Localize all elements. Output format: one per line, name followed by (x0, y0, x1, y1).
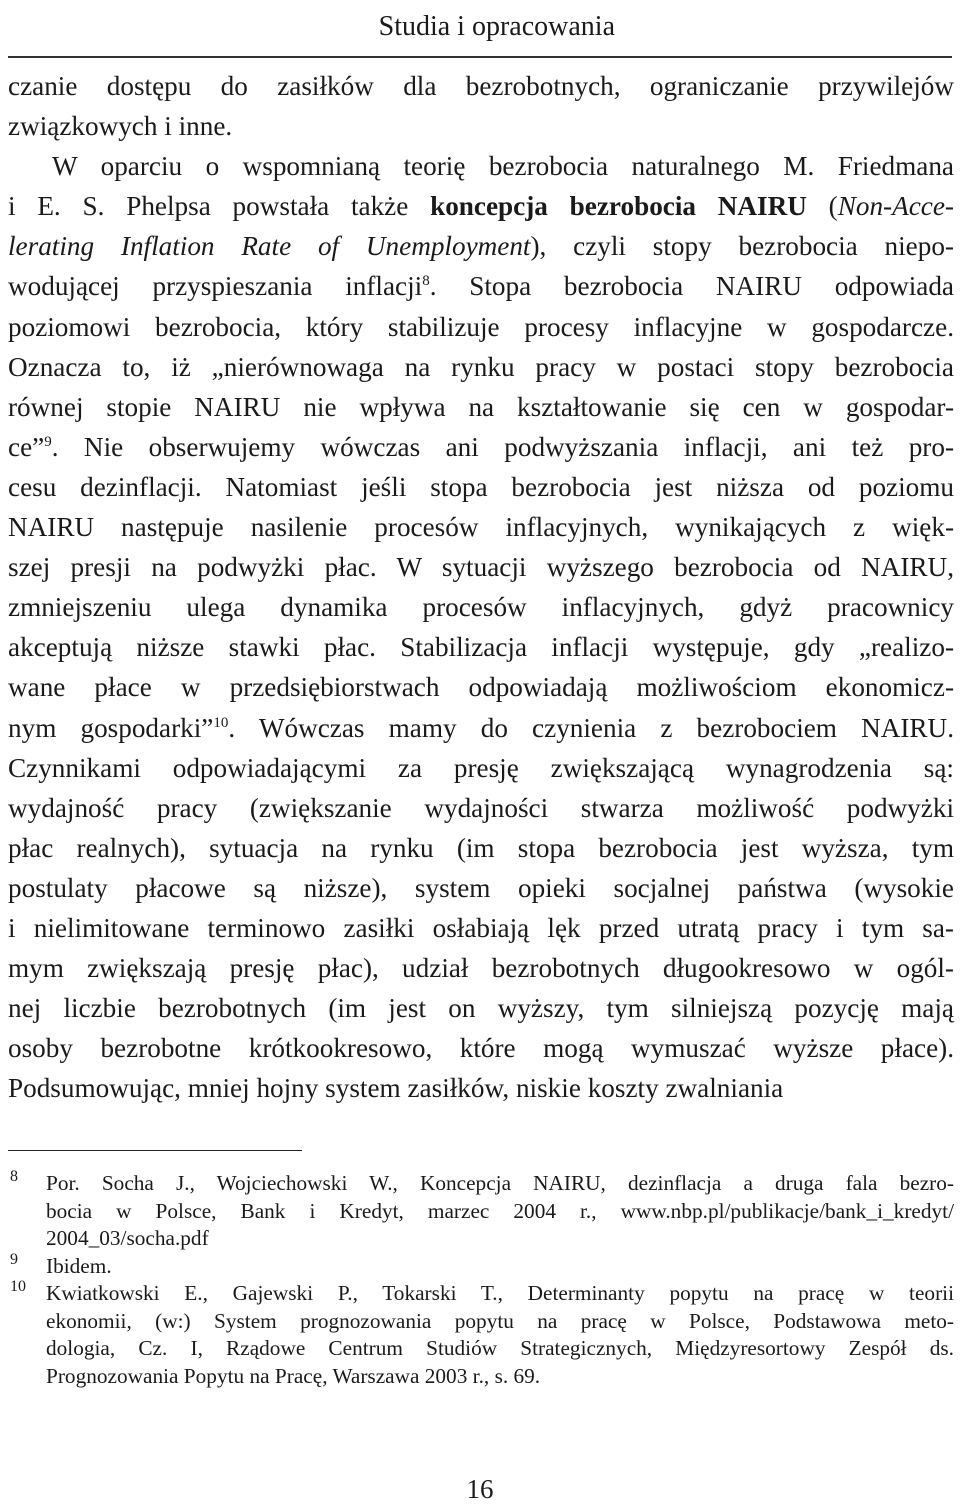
text-segment: koncepcja bezrobocia NAIRU (430, 191, 807, 222)
text-segment: ), czyli stopy bezrobocia niepo- (530, 231, 954, 262)
text-line (8, 547, 954, 587)
text-line (8, 507, 954, 547)
footnote-number: 9 (10, 1250, 18, 1268)
page-number: 16 (466, 1474, 494, 1504)
text-line (8, 307, 954, 347)
footnote-line: Ibidem. (46, 1253, 112, 1278)
text-line (8, 467, 954, 507)
text-line (8, 988, 954, 1028)
footnote-ref: 10 (213, 714, 229, 731)
running-head: Studia i opracowania (378, 11, 615, 42)
footnote (8, 1170, 954, 1253)
text-line (8, 1068, 954, 1108)
text-segment: postulaty płacowe są niższe), system opieki socjalnej państwa (wysokie (8, 872, 954, 903)
text-line (8, 1028, 954, 1068)
text-segment: mym zwiększają presję płac), udział bezrobotnych długookresowo w ogól- (8, 953, 954, 984)
header-rule (8, 56, 952, 58)
text-segment: i nielimitowane terminowo zasiłki osłabiają lęk przed utratą pracy i tym sa- (8, 912, 954, 943)
body-text (8, 66, 954, 1108)
footnote-number: 8 (10, 1168, 18, 1185)
footnote-number: 10 (10, 1278, 26, 1295)
footnote-line: bocia w Polsce, Bank i Kredyt, marzec 2004 r., www.nbp.pl/publikacje/bank_i_kredyt/ (46, 1198, 954, 1223)
text-segment: i E. S. Phelpsa powstała także (8, 191, 431, 222)
text-line (8, 908, 954, 948)
text-segment: Podsumowując, mniej hojny system zasiłków, niskie koszty zwalniania (8, 1073, 784, 1104)
text-segment: NAIRU następuje nasilenie procesów inflacyjnych, wynikających z więk- (8, 512, 954, 543)
text-segment: nej liczbie bezrobotnych (im jest on wyższy, tym silniejszą pozycję mają (8, 993, 954, 1024)
text-segment: zmniejszeniu ulega dynamika procesów inflacyjnych, gdyż pracownicy (8, 592, 954, 623)
text-line (8, 748, 954, 788)
text-line (8, 587, 954, 627)
page-header (0, 0, 960, 60)
text-segment: Oznacza to, iż „nierównowaga na rynku pracy w postaci stopy bezrobocia (8, 351, 954, 382)
text-line (8, 427, 954, 467)
text-segment: wydajność pracy (zwiększanie wydajności stwarza możliwość podwyżki (8, 792, 954, 823)
text-line (8, 347, 954, 387)
footnote-separator (8, 1150, 302, 1151)
text-line (8, 627, 954, 667)
footnote-line: dologia, Cz. I, Rządowe Centrum Studiów Strategicznych, Międzyresortowy Zespół ds. (46, 1336, 954, 1360)
text-line (8, 226, 954, 266)
text-line (8, 106, 954, 146)
text-segment: osoby bezrobotne krótkookresowo, które mogą wymuszać wyższe płace). (8, 1033, 954, 1064)
footnotes (8, 1170, 954, 1390)
text-line (8, 788, 954, 828)
text-segment: czanie dostępu do zasiłków dla bezrobotnych, ograniczanie przywilejów (8, 71, 954, 101)
text-segment: Czynnikami odpowiadającymi za presję zwiększającą wynagrodzenia są: (8, 752, 954, 783)
text-segment: związkowych i inne. (8, 111, 233, 142)
text-segment: wane płace w przedsiębiorstwach odpowiadają możliwościom ekonomicz- (8, 672, 954, 703)
footnote-line: Por. Socha J., Wojciechowski W., Koncepcja NAIRU, dezinflacja a druga fala bezro- (46, 1171, 954, 1195)
text-segment: Non-Acce- (837, 191, 954, 222)
text-segment: akceptują niższe stawki płac. Stabilizacja inflacji występuje, gdy „realizo- (8, 632, 954, 663)
text-segment: wodującej przyspieszania inflacji (8, 271, 423, 302)
text-segment: W oparciu o wspomnianą teorię bezrobocia naturalnego M. Friedmana (52, 151, 954, 182)
text-segment: cesu dezinflacji. Natomiast jeśli stopa bezrobocia jest niższa od poziomu (8, 471, 954, 502)
footnote-line: 2004_03/socha.pdf (46, 1226, 209, 1250)
text-line (8, 708, 954, 748)
footnote-line: Kwiatkowski E., Gajewski P., Tokarski T., Determinanty popytu na pracę w teorii (46, 1281, 954, 1305)
footnote-ref: 8 (422, 273, 430, 290)
text-line (8, 146, 954, 186)
text-line (8, 186, 954, 226)
text-line (8, 66, 954, 106)
text-segment: lerating Inflation Rate of Unemployment (8, 231, 531, 262)
text-line (8, 266, 954, 306)
text-segment: równej stopie NAIRU nie wpływa na kształtowanie się cen w gospodar- (8, 391, 954, 422)
text-segment: nym gospodarki” (8, 712, 214, 743)
text-line (8, 948, 954, 988)
footnote (8, 1280, 954, 1390)
text-segment: ( (806, 191, 838, 222)
footnote-line: ekonomii, (w:) System prognozowania popytu na pracę w Polsce, Podstawowa meto- (46, 1308, 954, 1333)
footnote-line: Prognozowania Popytu na Pracę, Warszawa 2003 r., s. 69. (46, 1363, 541, 1388)
text-segment: płac realnych), sytuacja na rynku (im stopa bezrobocia jest wyższa, tym (8, 832, 954, 863)
text-segment: . Wówczas mamy do czynienia z bezrobociem NAIRU. (228, 712, 954, 743)
text-segment: . Stopa bezrobocia NAIRU odpowiada (429, 271, 954, 302)
text-segment: poziomowi bezrobocia, który stabilizuje procesy inflacyjne w gospodarcze. (8, 311, 954, 342)
footnote-ref: 9 (44, 433, 52, 450)
text-line (8, 868, 954, 908)
text-line (8, 387, 954, 427)
footnote (8, 1250, 954, 1281)
text-segment: . Nie obserwujemy wówczas ani podwyższania inflacji, ani też pro- (51, 431, 954, 462)
text-line (8, 828, 954, 868)
text-segment: szej presji na podwyżki płac. W sytuacji wyższego bezrobocia od NAIRU, (8, 552, 954, 583)
text-line (8, 667, 954, 707)
text-segment: ce” (8, 431, 45, 462)
